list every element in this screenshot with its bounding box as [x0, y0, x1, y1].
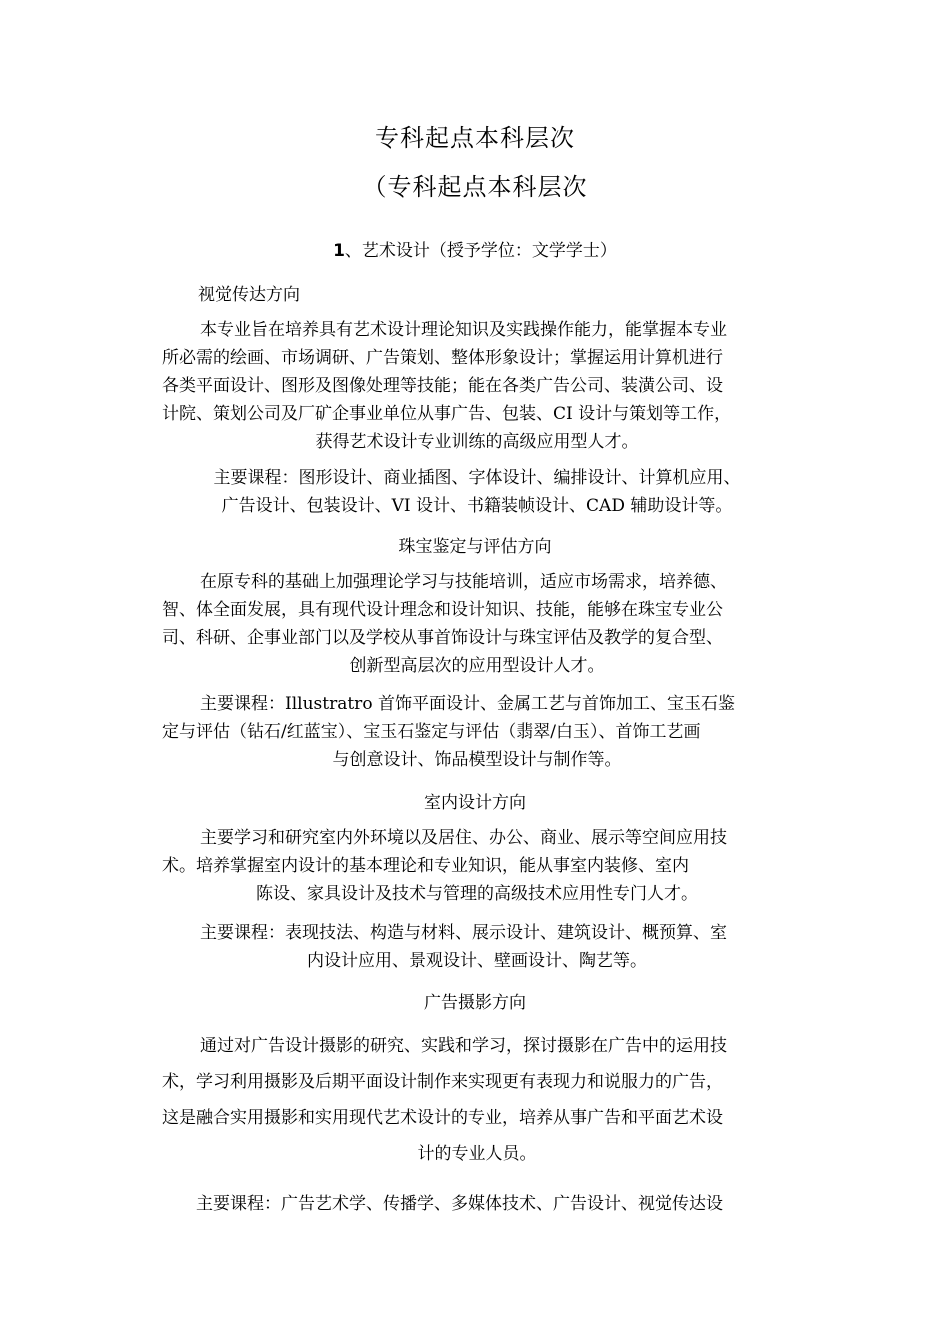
interior-intro-line: 陈设、家具设计及技术与管理的高级技术应用性专门人才。	[256, 884, 698, 904]
interior-intro-line: 术。培养掌握室内设计的基本理论和专业知识，能从事室内装修、室内	[162, 856, 689, 876]
jewelry-courses-line: 主要课程：Illustratro 首饰平面设计、金属工艺与首饰加工、宝玉石鉴	[200, 694, 735, 714]
interior-intro	[162, 824, 792, 908]
photo-intro	[162, 1028, 792, 1172]
interior-intro-line: 主要学习和研究室内外环境以及居住、办公、商业、展示等空间应用技	[200, 828, 727, 848]
jewelry-heading: 珠宝鉴定与评估方向	[398, 537, 552, 557]
section-label: 、艺术设计（授予学位：文学学士）	[344, 241, 617, 261]
visual-intro-line: 本专业旨在培养具有艺术设计理论知识及实践操作能力，能掌握本专业	[200, 320, 727, 340]
jewelry-intro	[162, 568, 792, 680]
visual-heading: 视觉传达方向	[198, 285, 300, 305]
photo-heading: 广告摄影方向	[424, 993, 526, 1013]
visual-intro-line: 计院、策划公司及厂矿企事业单位从事广告、包装、CI 设计与策划等工作，	[162, 404, 732, 424]
interior-courses	[162, 919, 792, 975]
visual-courses-line: 主要课程：图形设计、商业插图、字体设计、编排设计、计算机应用、	[213, 468, 741, 488]
interior-heading: 室内设计方向	[424, 793, 526, 813]
visual-courses-line: 广告设计、包装设计、VI 设计、书籍装帧设计、CAD 辅助设计等。	[221, 496, 733, 516]
section-heading	[0, 236, 950, 261]
jewelry-courses-line: 与创意设计、饰品模型设计与制作等。	[332, 750, 622, 770]
jewelry-intro-line: 司、科研、企事业部门以及学校从事首饰设计与珠宝评估及教学的复合型、	[162, 628, 723, 648]
visual-intro-line: 所必需的绘画、市场调研、广告策划、整体形象设计；掌握运用计算机进行	[162, 348, 723, 368]
visual-intro	[162, 316, 792, 456]
photo-intro-line: 这是融合实用摄影和实用现代艺术设计的专业，培养从事广告和平面艺术设	[162, 1108, 723, 1128]
photo-intro-line: 术，学习利用摄影及后期平面设计制作来实现更有表现力和说服力的广告，	[162, 1072, 723, 1092]
jewelry-intro-line: 创新型高层次的应用型设计人才。	[349, 656, 605, 676]
jewelry-courses-line: 定与评估（钻石/红蓝宝）、宝玉石鉴定与评估（翡翠/白玉）、首饰工艺画	[162, 722, 701, 742]
photo-courses	[162, 1190, 792, 1218]
photo-courses-line: 主要课程：广告艺术学、传播学、多媒体技术、广告设计、视觉传达设	[196, 1194, 723, 1214]
interior-courses-line: 主要课程：表现技法、构造与材料、展示设计、建筑设计、概预算、室	[200, 923, 727, 943]
jewelry-courses	[162, 690, 792, 774]
visual-courses	[162, 464, 792, 520]
jewelry-intro-line: 在原专科的基础上加强理论学习与技能培训，适应市场需求，培养德、	[200, 572, 727, 592]
photo-intro-line: 通过对广告设计摄影的研究、实践和学习，探讨摄影在广告中的运用技	[200, 1036, 727, 1056]
section-number: 1	[333, 241, 345, 261]
visual-intro-line: 获得艺术设计专业训练的高级应用型人才。	[315, 432, 639, 452]
jewelry-intro-line: 智、体全面发展，具有现代设计理念和设计知识、技能，能够在珠宝专业公	[162, 600, 723, 620]
interior-courses-line: 内设计应用、景观设计、壁画设计、陶艺等。	[307, 951, 647, 971]
page-title: 专科起点本科层次	[375, 124, 575, 152]
photo-intro-line: 计的专业人员。	[417, 1144, 537, 1164]
visual-intro-line: 各类平面设计、图形及图像处理等技能；能在各类广告公司、装潢公司、设	[162, 376, 723, 396]
page-subtitle: （专科起点本科层次	[362, 173, 588, 201]
